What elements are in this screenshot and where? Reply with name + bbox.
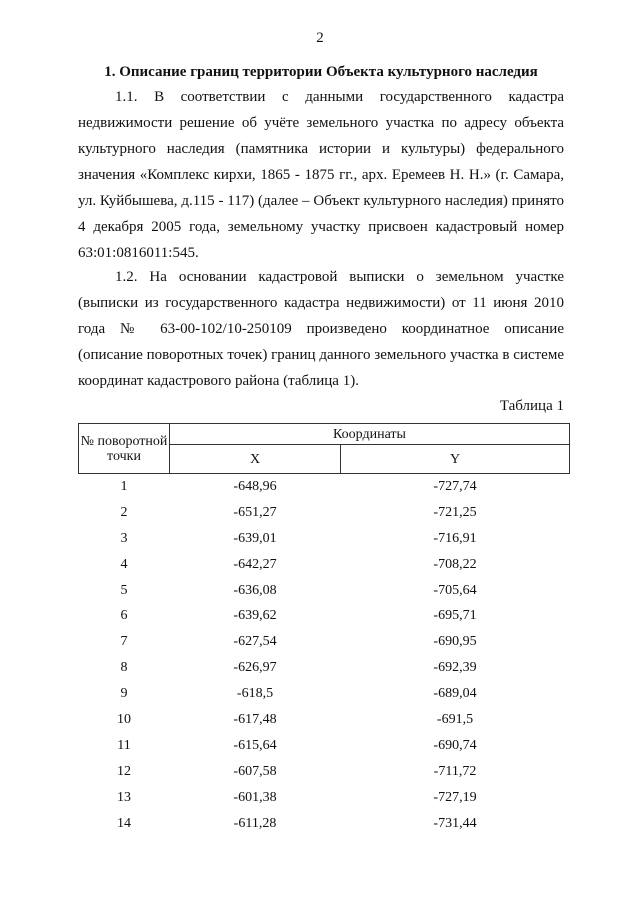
point-number-cell: 11 <box>117 737 131 753</box>
x-coordinate-cell: -627,54 <box>233 634 277 650</box>
point-number-cell: 9 <box>120 686 128 702</box>
y-coordinate-cell: -691,5 <box>436 711 474 727</box>
coordinates-table <box>78 423 570 836</box>
point-number-cell: 4 <box>120 556 128 572</box>
header-point-number: № поворотной точки <box>79 424 170 474</box>
x-coordinate-cell: -642,27 <box>233 556 277 572</box>
y-coordinate-cell: -711,72 <box>433 763 477 779</box>
x-coordinate-cell: -648,96 <box>233 478 277 494</box>
table-row <box>79 526 570 552</box>
table-row <box>79 785 570 811</box>
point-number-cell: 3 <box>120 530 128 546</box>
y-coordinate-cell: -689,04 <box>433 686 477 702</box>
y-coordinate-cell: -692,39 <box>433 660 477 676</box>
y-coordinate-cell: -690,95 <box>433 634 477 650</box>
point-number-cell: 2 <box>120 504 128 520</box>
table-row <box>79 733 570 759</box>
x-coordinate-cell: -607,58 <box>233 763 277 779</box>
section-title: 1. Описание границ территории Объекта культурного наследия <box>104 64 538 80</box>
y-coordinate-cell: -727,19 <box>433 789 477 805</box>
table-row <box>79 681 570 707</box>
point-number-cell: 10 <box>117 711 131 727</box>
paragraph-1-2: 1.2. На основании кадастровой выписки о земельном участке (выписки из государственного кадастра недвижимости) от 11 июня 2010 года № 63-00-102/10-250109 произведено координатное описание (описание поворотных точек) границ данного земельного участка в системе координат кадастрового района (таблица 1). <box>78 269 564 389</box>
point-number-cell: 5 <box>120 582 128 598</box>
page-number: 2 <box>316 30 324 46</box>
x-coordinate-cell: -617,48 <box>233 711 277 727</box>
y-coordinate-cell: -705,64 <box>433 582 477 598</box>
y-coordinate-cell: -716,91 <box>433 530 477 546</box>
table-row <box>79 578 570 604</box>
point-number-cell: 13 <box>117 789 131 805</box>
y-coordinate-cell: -727,74 <box>433 478 477 494</box>
x-coordinate-cell: -626,97 <box>233 660 277 676</box>
x-coordinate-cell: -611,28 <box>233 815 277 831</box>
paragraph-1-1: 1.1. В соответствии с данными государственного кадастра недвижимости решение об учёте земельного участка по адресу объекта культурного наследия (памятника истории и культуры) федерального значения «Комплекс кирхи, 1865 - 1875 гг., арх. Еремеев Н. Н.» (г. Самара, ул. Куйбышева, д.115 - 117) (далее – Объект культурного наследия) принято 4 декабря 2005 года, земельному участку присвоен кадастровый номер 63:01:0816011:545. <box>78 89 564 261</box>
table-row <box>79 629 570 655</box>
point-number-cell: 14 <box>117 815 131 831</box>
x-coordinate-cell: -639,62 <box>233 608 277 624</box>
y-coordinate-cell: -708,22 <box>433 556 477 572</box>
table-row <box>79 759 570 785</box>
table-row <box>79 603 570 629</box>
header-x: X <box>170 445 341 474</box>
coordinates-table-body <box>79 474 570 837</box>
table-row <box>79 655 570 681</box>
point-number-cell: 8 <box>120 660 128 676</box>
table-row <box>79 474 570 500</box>
point-number-cell: 12 <box>117 763 131 779</box>
y-coordinate-cell: -721,25 <box>433 504 477 520</box>
y-coordinate-cell: -690,74 <box>433 737 477 753</box>
x-coordinate-cell: -601,38 <box>233 789 277 805</box>
y-coordinate-cell: -695,71 <box>433 608 477 624</box>
table-caption: Таблица 1 <box>499 398 564 414</box>
table-row <box>79 552 570 578</box>
header-coordinates: Координаты <box>170 424 570 445</box>
table-row <box>79 500 570 526</box>
x-coordinate-cell: -615,64 <box>233 737 277 753</box>
point-number-cell: 6 <box>120 608 128 624</box>
x-coordinate-cell: -651,27 <box>233 504 277 520</box>
point-number-cell: 1 <box>120 478 128 494</box>
table-row <box>79 811 570 837</box>
header-y: Y <box>341 445 570 474</box>
table-row <box>79 707 570 733</box>
y-coordinate-cell: -731,44 <box>433 815 477 831</box>
x-coordinate-cell: -618,5 <box>236 686 274 702</box>
point-number-cell: 7 <box>120 634 128 650</box>
x-coordinate-cell: -639,01 <box>233 530 277 546</box>
x-coordinate-cell: -636,08 <box>233 582 277 598</box>
